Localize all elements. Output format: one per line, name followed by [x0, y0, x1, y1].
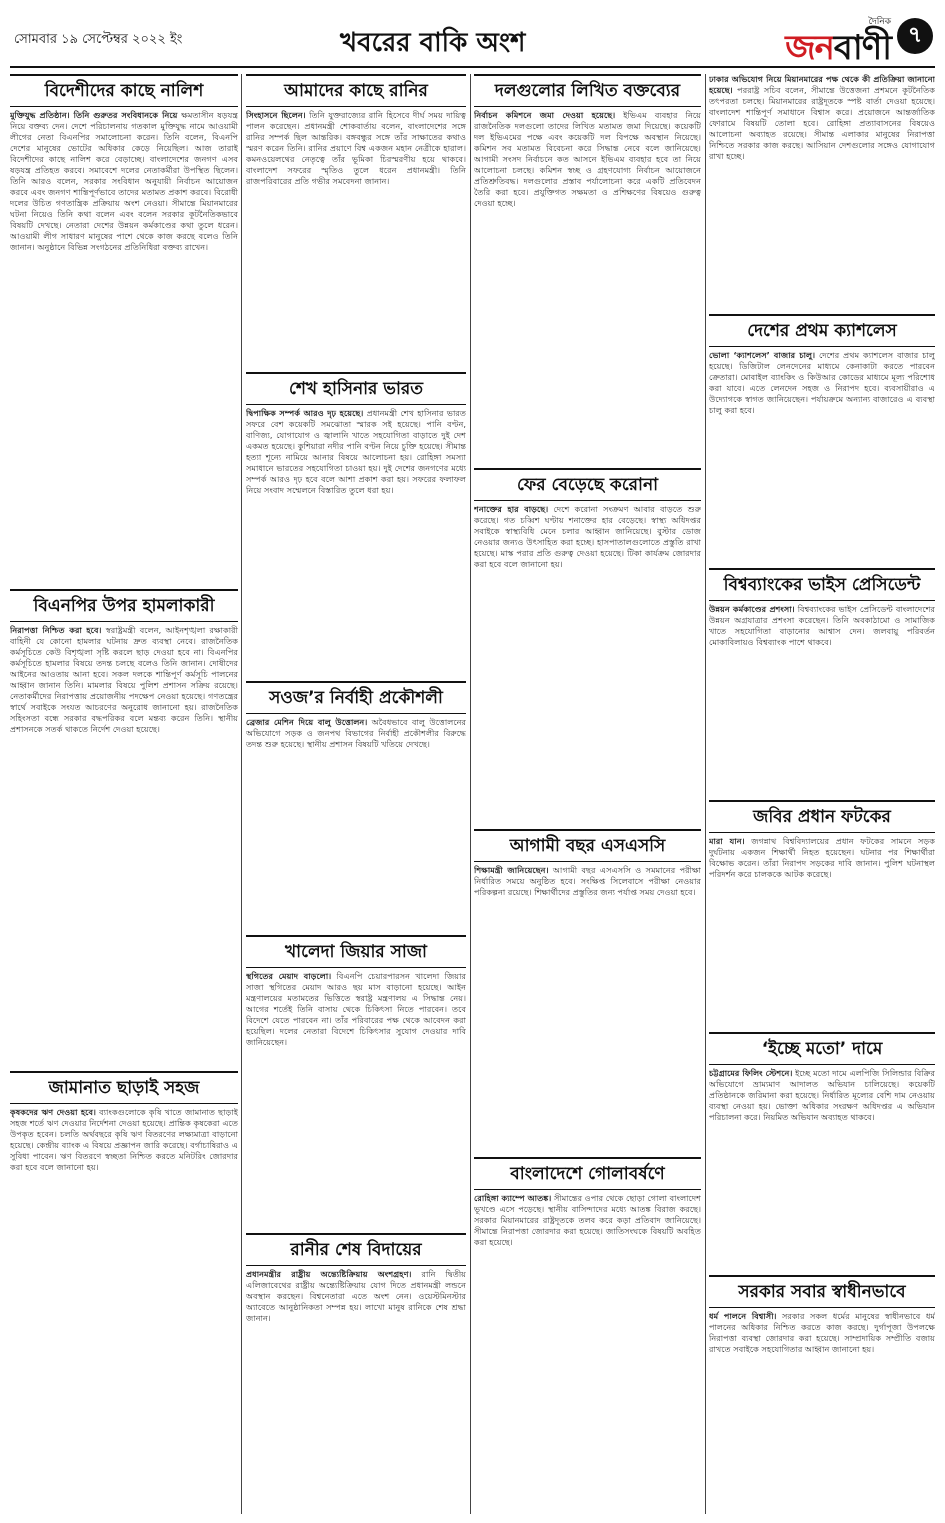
- article-body: [474, 110, 701, 462]
- article-headline[interactable]: আমাদের কাছে রানির: [246, 74, 466, 107]
- logo-tag: দৈনিক: [868, 17, 891, 27]
- article-text: রানি দ্বিতীয় এলিজাবেথের রাষ্ট্রীয় অন্ত্যেষ্টিক্রিয়ায় যোগ দিতে প্রধানমন্ত্রী লন্ডনে অবস্থান করছেন। বিশ্বনেতারা এতে অংশ নেন। ওয়েস্টমিনস্টার অ্যাবেতে আনুষ্ঠানিকতা সম্পন্ন হয়। লাখো মানুষ রানিকে শেষ শ্রদ্ধা জানান।: [246, 1269, 466, 1323]
- article-text: দেশে করোনা সংক্রমণ আবার বাড়তে শুরু করেছে। গত চব্বিশ ঘণ্টায় শনাক্তের হার বেড়েছে। স্বাস্থ্য অধিদপ্তর সবাইকে স্বাস্থ্যবিধি মেনে চলার আহ্বান জানিয়েছে। বুস্টার ডোজ নেওয়ার জন্যও উৎসাহিত করা হচ্ছে। হাসপাতালগুলোতে প্রস্তুতি রাখা হয়েছে। মাস্ক পরার প্রতি গুরুত্ব দেওয়া হয়েছে। টিকা কার্যক্রম জোরদার করা হবে বলে জানানো হয়।: [474, 504, 701, 569]
- article-body: [474, 504, 701, 823]
- column-divider: [241, 74, 242, 1514]
- article-body: [10, 625, 238, 1065]
- column-2: [246, 74, 466, 1514]
- article-body: [709, 1311, 935, 1501]
- news-article: [709, 800, 935, 1026]
- news-article: [10, 589, 238, 1065]
- article-lead: ভোলা ‘ক্যাশলেস’ বাজার চালু।: [709, 350, 816, 360]
- article-text: ব্যাংকগুলোকে কৃষি খাতে জামানাত ছাড়াই সহজ শর্তে ঋণ দেওয়ার নির্দেশনা দেওয়া হয়েছে। প্রান্তিক কৃষকেরা এতে উপকৃত হবেন। চলতি অর্থবছরে কৃষি ঋণ বিতরণের লক্ষ্যমাত্রা বাড়ানো হয়েছে। কেন্দ্রীয় ব্যাংক এ বিষয়ে প্রজ্ঞাপন জারি করেছে। বর্গাচাষিরাও এ সুবিধা পাবেন। ঋণ বিতরণে স্বচ্ছতা নিশ্চিত করতে মনিটরিং জোরদার করা হবে বলে জানানো হয়।: [10, 1107, 238, 1172]
- article-body: [246, 717, 466, 929]
- article-lead: নিরাপত্তা নিশ্চিত করা হবে।: [10, 625, 102, 635]
- news-article: [709, 1032, 935, 1269]
- article-lead: সিংহাসনে ছিলেন।: [246, 110, 306, 120]
- news-article: [474, 468, 701, 823]
- logo-part-1: জন: [785, 28, 834, 68]
- article-text: বিএনপি চেয়ারপারসন খালেদা জিয়ার সাজা স্থগিতের মেয়াদ আরও ছয় মাস বাড়ানো হয়েছে। আইন মন্ত্রণালয়ের মতামতের ভিত্তিতে স্বরাষ্ট্র মন্ত্রণালয় এ সিদ্ধান্ত নেয়। আগের শর্তেই তিনি বাসায় থেকে চিকিৎসা নিতে পারবেন। তবে বিদেশে যেতে পারবেন না। তাঁর পরিবারের পক্ষ থেকে আবেদন করা হয়েছিল। দলের নেতারা বিদেশে চিকিৎসার সুযোগ দেওয়ার দাবি জানিয়েছেন।: [246, 971, 466, 1047]
- article-lead: স্থগিতের মেয়াদ বাড়লো।: [246, 971, 332, 981]
- article-lead: নির্বাচন কমিশনে জমা দেওয়া হয়েছে।: [474, 110, 616, 120]
- article-lead: রোহিঙ্গা ক্যাম্পে আতঙ্ক।: [474, 1193, 552, 1203]
- article-headline[interactable]: সরকার সবার স্বাধীনভাবে: [709, 1275, 935, 1308]
- article-lead: প্রধানমন্ত্রীর রাষ্ট্রীয় অন্ত্যেষ্টিক্রিয়ায় অংশগ্রহণ।: [246, 1269, 412, 1279]
- article-headline[interactable]: বিশ্বব্যাংকের ভাইস প্রেসিডেন্ট: [709, 568, 935, 601]
- article-lead: ঢাকার অভিযোগ নিয়ে মিয়ানমারের পক্ষ থেকে কী প্রতিক্রিয়া জানানো হয়েছে।: [709, 74, 935, 95]
- article-body: [709, 836, 935, 1026]
- article-text: পররাষ্ট্র সচিব বলেন, সীমান্তে উত্তেজনা প্রশমনে কূটনৈতিক তৎপরতা চলছে। মিয়ানমারের রাষ্ট্রদূতকে স্পষ্ট বার্তা দেওয়া হয়েছে। বাংলাদেশ শান্তিপূর্ণ সমাধানে বিশ্বাস করে। প্রয়োজনে আন্তর্জাতিক ফোরামে বিষয়টি তোলা হবে। রোহিঙ্গা প্রত্যাবাসনের বিষয়েও আলোচনা অব্যাহত রয়েছে। সীমান্ত এলাকার মানুষের নিরাপত্তা নিশ্চিতে সরকার কাজ করছে। আসিয়ান দেশগুলোর সঙ্গেও যোগাযোগ রাখা হচ্ছে।: [709, 85, 935, 161]
- article-headline[interactable]: আগামী বছর এসএসসি: [474, 829, 701, 862]
- article-headline[interactable]: শেখ হাসিনার ভারত: [246, 372, 466, 405]
- article-lead: ধর্ম পালনে বিশ্বাসী।: [709, 1311, 777, 1321]
- article-text: তিনি যুক্তরাজ্যের রানি হিসেবে দীর্ঘ সময় দায়িত্ব পালন করেছেন। প্রধানমন্ত্রী শোকবার্তায় বলেন, বাংলাদেশের সঙ্গে রানির সম্পর্ক ছিল আন্তরিক। বঙ্গবন্ধুর সঙ্গে তাঁর সাক্ষাতের কথাও স্মরণ করেন তিনি। রানির প্রয়াণে বিশ্ব একজন মহান নেত্রীকে হারাল। কমনওয়েলথের নেতৃত্বে তাঁর ভূমিকা চিরস্মরণীয় হয়ে থাকবে। বাংলাদেশ সফরের স্মৃতিও তুলে ধরেন প্রধানমন্ত্রী। তিনি রাজপরিবারের প্রতি গভীর সমবেদনা জানান।: [246, 110, 466, 186]
- article-body: [474, 1193, 701, 1501]
- article-lead: শনাক্তের হার বাড়ছে।: [474, 504, 549, 514]
- article-headline[interactable]: বিদেশীদের কাছে নালিশ: [10, 74, 238, 107]
- article-headline[interactable]: দেশের প্রথম ক্যাশলেস: [709, 314, 935, 347]
- article-headline[interactable]: বাংলাদেশে গোলাবর্ষণে: [474, 1157, 701, 1190]
- news-article: [709, 314, 935, 562]
- column-1: [10, 74, 238, 1514]
- article-lead: চট্টগ্রামের ফিলিং স্টেশনে।: [709, 1068, 793, 1078]
- article-body: [246, 110, 466, 366]
- article-text: অবৈধভাবে বালু উত্তোলনের অভিযোগে সড়ক ও জনপথ বিভাগের নির্বাহী প্রকৌশলীর বিরুদ্ধে তদন্ত শুরু হয়েছে। স্থানীয় প্রশাসন বিষয়টি খতিয়ে দেখছে।: [246, 717, 466, 749]
- article-body: [246, 408, 466, 675]
- article-lead: শিক্ষামন্ত্রী জানিয়েছেন।: [474, 865, 549, 875]
- article-text: দেশের প্রথম ক্যাশলেস বাজার চালু হয়েছে। ডিজিটাল লেনদেনের মাধ্যমে কেনাকাটা করতে পারবেন ক্রেতারা। মোবাইল ব্যাংকিং ও কিউআর কোডের মাধ্যমে মূল্য পরিশোধ করা যাবে। এতে লেনদেন সহজ ও নিরাপদ হবে। ব্যবসায়ীরাও এ উদ্যোগকে স্বাগত জানিয়েছেন। পর্যায়ক্রমে অন্যান্য বাজারেও এ ব্যবস্থা চালু করা হবে।: [709, 350, 935, 415]
- article-body: [709, 350, 935, 562]
- article-lead: মারা যান।: [709, 836, 745, 846]
- news-article: [474, 829, 701, 1151]
- article-body: [10, 1107, 238, 1503]
- article-headline[interactable]: বিএনপির উপর হামলাকারী: [10, 589, 238, 622]
- news-article: [474, 74, 701, 462]
- news-article: [709, 74, 935, 308]
- article-text: ক্ষমতাসীন ষড়যন্ত্র নিয়ে বক্তব্য দেন। দেশে পরিচালনায় গতকাল মুক্তিযুদ্ধ নামে আওয়ামী লীগের নেতা বিএনপির সমালোচনা করেন। তিনি বলেন, বিএনপি দেশের মানুষের ভোটের অধিকার কেড়ে নিয়েছিল। আজ তারাই বিদেশীদের কাছে নালিশ করে বেড়াচ্ছে। বাংলাদেশের জনগণ এসব ষড়যন্ত্র প্রতিহত করবে। সমাবেশে দলের নেতাকর্মীরা উপস্থিত ছিলেন। তিনি আরও বলেন, সরকার সংবিধান অনুযায়ী নির্বাচন আয়োজন করবে এবং জনগণ শান্তিপূর্ণভাবে তাদের মতামত প্রকাশ করবে। বিরোধী দলের উচিত গণতান্ত্রিক প্রক্রিয়ায় অংশ নেওয়া। সীমান্তে মিয়ানমারের ঘটনা নিয়েও তিনি কথা বলেন এবং বলেন সরকার কূটনৈতিকভাবে বিষয়টি দেখছে। নেতারা দেশের উন্নয়ন কর্মকাণ্ডের কথা তুলে ধরেন। আওয়ামী লীগ সাধারণ মানুষের পাশে থেকে কাজ করছে বলেও তিনি জানান। অনুষ্ঠানে বিভিন্ন সংগঠনের প্রতিনিধিরা বক্তব্য রাখেন।: [10, 110, 238, 252]
- article-body: [474, 865, 701, 1151]
- article-text: স্বরাষ্ট্রমন্ত্রী বলেন, আইনশৃঙ্খলা রক্ষাকারী বাহিনী যে কোনো হামলার ঘটনায় দ্রুত ব্যবস্থা নেবে। রাজনৈতিক কর্মসূচিতে কেউ বিশৃঙ্খলা সৃষ্টি করলে ছাড় দেওয়া হবে না। বিএনপির কর্মসূচিতে হামলার বিষয়ে তদন্ত চলছে বলেও তিনি জানান। দোষীদের আইনের আওতায় আনা হবে। সকল দলকে শান্তিপূর্ণ কর্মসূচি পালনের আহ্বান জানান তিনি। মামলার বিষয়ে পুলিশ প্রশাসন সক্রিয় রয়েছে। নেতাকর্মীদের নিরাপত্তায় প্রয়োজনীয় পদক্ষেপ নেওয়া হয়েছে। গণতন্ত্রের স্বার্থে সবাইকে সংযত আচরণের অনুরোধ জানানো হয়। রাজনৈতিক সহিংসতা বন্ধে সরকার বদ্ধপরিকর বলে মন্তব্য করেন তিনি। স্থানীয় প্রশাসনকে সতর্ক থাকতে নির্দেশ দেওয়া হয়েছে।: [10, 625, 238, 734]
- news-article: [709, 568, 935, 794]
- news-article: [709, 1275, 935, 1501]
- news-article: [246, 935, 466, 1227]
- article-text: বিশ্বব্যাংকের ভাইস প্রেসিডেন্ট বাংলাদেশের উন্নয়ন অগ্রযাত্রার প্রশংসা করেছেন। তিনি অবকাঠামো ও সামাজিক খাতে সহযোগিতা বাড়ানোর আশ্বাস দেন। জলবায়ু পরিবর্তন মোকাবিলায়ও বিশ্বব্যাংক পাশে থাকবে।: [709, 604, 935, 647]
- masthead: [10, 10, 935, 68]
- article-text: জগন্নাথ বিশ্ববিদ্যালয়ের প্রধান ফটকের সামনে সড়ক দুর্ঘটনায় একজন শিক্ষার্থী নিহত হয়েছেন। ঘটনার পর শিক্ষার্থীরা বিক্ষোভ করেন। তাঁরা নিরাপদ সড়কের দাবি জানান। পুলিশ ঘটনাস্থল পরিদর্শন করে চালককে আটক করেছে।: [709, 836, 935, 879]
- article-text: সরকার সকল ধর্মের মানুষের স্বাধীনভাবে ধর্ম পালনের অধিকার নিশ্চিত করতে কাজ করছে। দুর্গাপূজা উপলক্ষে নিরাপত্তা ব্যবস্থা জোরদার করা হয়েছে। সাম্প্রদায়িক সম্প্রীতি বজায় রাখতে সবাইকে সহযোগিতার আহ্বান জানানো হয়।: [709, 1311, 935, 1354]
- article-text: ইভিএম ব্যবহার নিয়ে রাজনৈতিক দলগুলো তাদের লিখিত মতামত জমা দিয়েছে। কয়েকটি দল ইভিএমের পক্ষে এবং কয়েকটি দল বিপক্ষে অবস্থান নিয়েছে। কমিশন সব মতামত বিবেচনা করে সিদ্ধান্ত নেবে বলে জানিয়েছে। আগামী সংসদ নির্বাচনে কত আসনে ইভিএম ব্যবহার হবে তা নিয়ে আলোচনা চলছে। কমিশন স্বচ্ছ ও গ্রহণযোগ্য নির্বাচন আয়োজনে প্রতিশ্রুতিবদ্ধ। দলগুলোর প্রস্তাব পর্যালোচনা করে একটি প্রতিবেদন তৈরি করা হবে। প্রযুক্তিগত সক্ষমতা ও প্রশিক্ষণের বিষয়েও গুরুত্ব দেওয়া হচ্ছে।: [474, 110, 701, 208]
- article-headline[interactable]: জবির প্রধান ফটকের: [709, 800, 935, 833]
- article-lead: কৃষকদের ঋণ দেওয়া হবে।: [10, 1107, 96, 1117]
- article-body: [709, 1068, 935, 1269]
- article-headline[interactable]: খালেদা জিয়ার সাজা: [246, 935, 466, 968]
- article-lead: দ্বিপাক্ষিক সম্পর্ক আরও দৃঢ় হয়েছে।: [246, 408, 364, 418]
- article-lead: উন্নয়ন কর্মকাণ্ডের প্রশংসা।: [709, 604, 795, 614]
- news-article: [246, 1233, 466, 1503]
- article-text: সীমান্তের ওপার থেকে ছোড়া গোলা বাংলাদেশ ভূখণ্ডে এসে পড়েছে। স্থানীয় বাসিন্দাদের মধ্যে আতঙ্ক বিরাজ করছে। সরকার মিয়ানমারের রাষ্ট্রদূতকে তলব করে কড়া প্রতিবাদ জানিয়েছে। সীমান্তে নিরাপত্তা জোরদার করা হয়েছে। জাতিসংঘকে বিষয়টি অবহিত করা হয়েছে।: [474, 1193, 701, 1247]
- article-text: প্রধানমন্ত্রী শেখ হাসিনার ভারত সফরে বেশ কয়েকটি সমঝোতা স্মারক সই হয়েছে। পানি বণ্টন, বাণিজ্য, যোগাযোগ ও জ্বালানি খাতে সহযোগিতা বাড়াতে দুই দেশ একমত হয়েছে। কুশিয়ারা নদীর পানি বণ্টন নিয়ে চুক্তি হয়েছে। সীমান্ত হত্যা শূন্যে নামিয়ে আনার বিষয়ে আলোচনা হয়। রোহিঙ্গা সমস্যা সমাধানে ভারতের সহযোগিতা চাওয়া হয়। দুই দেশের জনগণের মধ্যে সম্পর্ক আরও দৃঢ় হবে বলে আশা প্রকাশ করা হয়। সফরের ফলাফল নিয়ে সংবাদ সম্মেলনে বিস্তারিত তুলে ধরা হয়।: [246, 408, 466, 495]
- newspaper-logo: [785, 14, 891, 67]
- article-headline[interactable]: রানীর শেষ বিদায়ের: [246, 1233, 466, 1266]
- news-article: [246, 74, 466, 366]
- article-body: [709, 74, 935, 308]
- article-headline[interactable]: ফের বেড়েছে করোনা: [474, 468, 701, 501]
- column-divider: [705, 74, 706, 1514]
- news-article: [246, 681, 466, 929]
- article-headline[interactable]: ‘ইচ্ছে মতো’ দামে: [709, 1032, 935, 1065]
- article-headline[interactable]: জামানাত ছাড়াই সহজ: [10, 1071, 238, 1104]
- news-article: [10, 74, 238, 583]
- article-headline[interactable]: দলগুলোর লিখিত বক্তব্যের: [474, 74, 701, 107]
- article-text: আগামী বছর এসএসসি ও সমমানের পরীক্ষা নির্ধারিত সময়ে অনুষ্ঠিত হবে। সংক্ষিপ্ত সিলেবাসে পরীক্ষা নেওয়ার পরিকল্পনা রয়েছে। শিক্ষার্থীদের প্রস্তুতির জন্য পর্যাপ্ত সময় দেওয়া হবে।: [474, 865, 701, 897]
- column-3: [474, 74, 701, 1514]
- column-divider: [470, 74, 471, 1514]
- article-body: [246, 1269, 466, 1503]
- article-text: ইচ্ছে মতো দামে এলপিজি সিলিন্ডার বিক্রির অভিযোগে ভ্রাম্যমাণ আদালত অভিযান চালিয়েছে। কয়েকটি প্রতিষ্ঠানকে জরিমানা করা হয়েছে। নির্ধারিত মূল্যের বেশি দাম নেওয়ায় ব্যবস্থা নেওয়া হয়। ভোক্তা অধিকার সংরক্ষণ অধিদপ্তর এ অভিযান পরিচালনা করে। নিয়মিত অভিযান অব্যাহত থাকবে।: [709, 1068, 935, 1122]
- news-article: [10, 1071, 238, 1503]
- article-lead: মুক্তিযুদ্ধ প্রতিষ্ঠান। তিনি গুরুতর সংবিধানকে নিয়ে: [10, 110, 178, 120]
- article-body: [709, 604, 935, 794]
- article-lead: ব্রেজার মেশিন দিয়ে বালু উত্তোলন।: [246, 717, 368, 727]
- logo-part-2: বাণী: [833, 28, 891, 68]
- page-number-badge: ৭: [897, 18, 933, 54]
- news-article: [246, 372, 466, 675]
- article-headline[interactable]: সওজ’র নির্বাহী প্রকৌশলী: [246, 681, 466, 714]
- news-article: [474, 1157, 701, 1501]
- issue-date: সোমবার ১৯ সেপ্টেম্বর ২০২২ ইং: [14, 32, 183, 47]
- column-4: [709, 74, 935, 1514]
- article-body: [10, 110, 238, 583]
- section-title: খবরের বাকি অংশ: [340, 28, 526, 58]
- article-body: [246, 971, 466, 1227]
